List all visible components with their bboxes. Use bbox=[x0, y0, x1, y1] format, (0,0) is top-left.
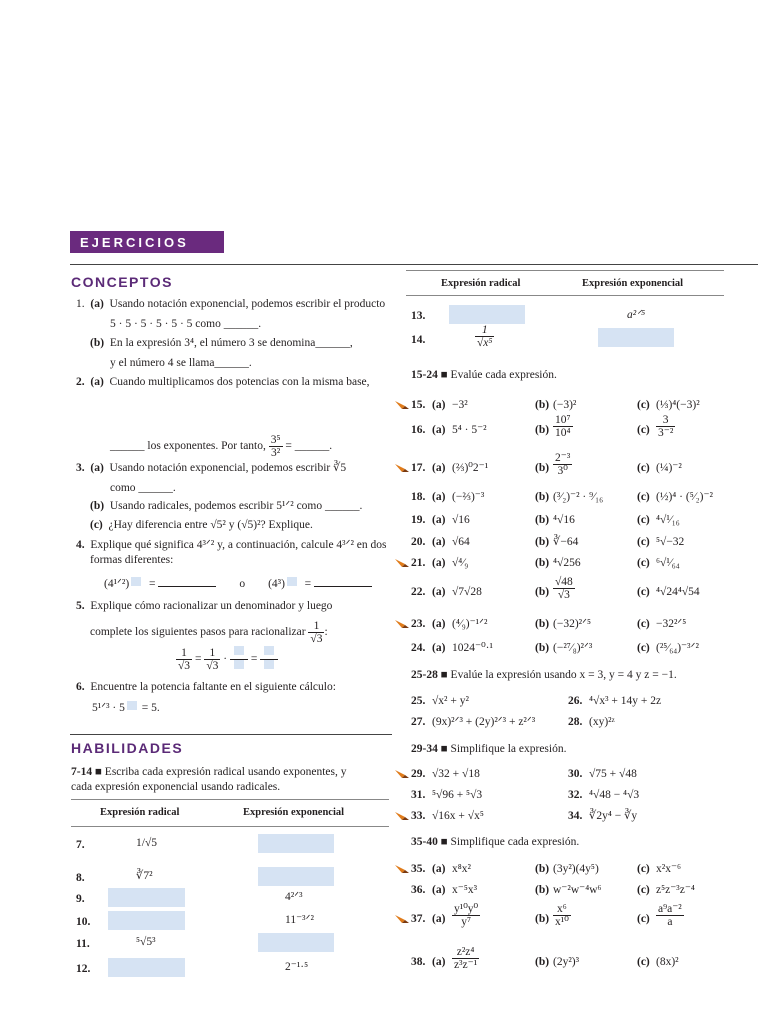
part-c-label: (c) bbox=[637, 491, 650, 503]
part-a-label: (a) bbox=[432, 642, 446, 654]
exercise-29-number: 29. bbox=[411, 768, 426, 780]
pencil-icon bbox=[395, 865, 409, 874]
exercise-38-number: 38. bbox=[411, 956, 426, 968]
part-b-label: (b) bbox=[535, 863, 550, 875]
part-c-expression: (½)⁴ · (⁵⁄₂)⁻² bbox=[656, 491, 713, 503]
part-b-expression: ⁴√256 bbox=[553, 557, 581, 569]
problem-5-steps: $\frac{1}{√3}$ = $\frac{1}{√3}$ · = bbox=[176, 646, 278, 673]
part-a-expression: 1024⁻⁰·¹ bbox=[452, 642, 493, 654]
row-14-radical: $\frac{1}{\text{√x⁵}}$ bbox=[477, 324, 493, 349]
problem-4: 4. Explique qué significa 4³ᐟ² y, a continuación, calcule 4³ᐟ² en dos bbox=[76, 539, 387, 551]
row-14-exponential-answer-box[interactable] bbox=[598, 328, 674, 347]
row-13-radical-answer-box[interactable] bbox=[449, 305, 525, 324]
part-c-label: (c) bbox=[637, 514, 650, 526]
part-c-expression: z⁵z⁻³z⁻⁴ bbox=[656, 884, 695, 896]
exercise-34-expression: ∛2y⁴ − ∛y bbox=[589, 810, 638, 822]
part-c-expression: $\frac{3}{\text{3⁻²}}$ bbox=[658, 414, 674, 439]
part-a-label: (a) bbox=[432, 884, 446, 896]
hab-row-number: 7. bbox=[76, 839, 85, 851]
exercise-32-number: 32. bbox=[568, 789, 583, 801]
table-header-radical: Expresión radical bbox=[100, 807, 180, 818]
part-a-expression: √16 bbox=[452, 514, 470, 526]
part-a-label: (a) bbox=[432, 586, 446, 598]
part-c-label: (c) bbox=[637, 863, 650, 875]
exercise-34-number: 34. bbox=[568, 810, 583, 822]
hab-intro: 7-14 ■ Escriba cada expresión radical usando exponentes, y bbox=[71, 766, 347, 778]
part-b-expression: (3y²)(4y⁵) bbox=[553, 863, 599, 875]
right-header-radical: Expresión radical bbox=[441, 278, 521, 289]
hab-row-exponential: 4²ᐟ³ bbox=[285, 891, 303, 903]
pencil-icon bbox=[395, 770, 409, 779]
part-c-expression: ⁴√¹⁄₁₆ bbox=[656, 514, 680, 526]
part-b-label: (b) bbox=[535, 642, 550, 654]
problem-6: 6. Encuentre la potencia faltante en el siguiente cálculo: bbox=[76, 681, 336, 693]
exercise-33-expression: √16x + √x⁵ bbox=[432, 810, 484, 822]
part-a-label: (a) bbox=[432, 462, 446, 474]
section-35-40: 35-40 ■ Simplifique cada expresión. bbox=[411, 836, 580, 848]
part-a-expression: (⁴⁄₉)⁻¹ᐟ² bbox=[452, 618, 488, 630]
problem-5: 5. Explique cómo racionalizar un denominador y luego bbox=[76, 600, 333, 612]
problem-3a: 3. (a) Usando notación exponencial, podemos escribir ∛5 bbox=[76, 462, 347, 474]
exercise-36-number: 36. bbox=[411, 884, 426, 896]
part-c-expression: ⁶√¹⁄₆₄ bbox=[656, 557, 680, 569]
exercise-23-number: 23. bbox=[411, 618, 426, 630]
part-a-label: (a) bbox=[432, 491, 446, 503]
conceptos-heading: CONCEPTOS bbox=[71, 274, 173, 290]
exercise-17-number: 17. bbox=[411, 462, 426, 474]
problem-3c: (c) ¿Hay diferencia entre √5² y (√5)²? Explique. bbox=[90, 519, 313, 531]
hab-intro-line2: cada expresión exponencial usando radicales. bbox=[71, 781, 281, 793]
answer-box[interactable] bbox=[287, 577, 297, 586]
part-b-label: (b) bbox=[535, 618, 550, 630]
problem-1a-line2: 5 · 5 · 5 · 5 · 5 · 5 como ______. bbox=[110, 318, 262, 330]
part-c-label: (c) bbox=[637, 557, 650, 569]
part-b-label: (b) bbox=[535, 399, 550, 411]
exercise-15-number: 15. bbox=[411, 399, 426, 411]
table-header-exponential: Expresión exponencial bbox=[243, 807, 345, 818]
ejercicios-banner bbox=[70, 231, 224, 253]
part-c-label: (c) bbox=[637, 424, 650, 436]
answer-box[interactable] bbox=[131, 577, 141, 586]
part-b-label: (b) bbox=[535, 491, 550, 503]
habilidades-heading: HABILIDADES bbox=[71, 740, 184, 756]
part-a-label: (a) bbox=[432, 557, 446, 569]
hab-row-number: 12. bbox=[76, 963, 91, 975]
part-c-label: (c) bbox=[637, 536, 650, 548]
pencil-icon bbox=[395, 915, 409, 924]
part-a-expression: (−⅔)⁻³ bbox=[452, 491, 485, 503]
part-a-label: (a) bbox=[432, 514, 446, 526]
hab-row-radical-answer-box[interactable] bbox=[108, 958, 185, 977]
part-b-label: (b) bbox=[535, 557, 550, 569]
pencil-icon bbox=[395, 401, 409, 410]
part-a-expression: 5⁴ · 5⁻² bbox=[452, 424, 487, 436]
exercise-20-number: 20. bbox=[411, 536, 426, 548]
right-header-exponential: Expresión exponencial bbox=[582, 278, 684, 289]
part-c-label: (c) bbox=[637, 642, 650, 654]
exercise-25-number: 25. bbox=[411, 695, 426, 707]
problem-4-forms: (4¹ᐟ²) = o (4³) = bbox=[104, 576, 372, 591]
hab-row-radical-answer-box[interactable] bbox=[108, 888, 185, 907]
exercise-24-number: 24. bbox=[411, 642, 426, 654]
part-a-label: (a) bbox=[432, 913, 446, 925]
exercise-32-expression: ⁴√48 − ⁴√3 bbox=[589, 789, 640, 801]
part-a-expression: √64 bbox=[452, 536, 470, 548]
part-b-label: (b) bbox=[535, 913, 550, 925]
part-c-expression: (²⁵⁄₆₄)⁻³ᐟ² bbox=[656, 642, 699, 654]
part-b-expression: (−²⁷⁄₈)²ᐟ³ bbox=[553, 642, 593, 654]
part-c-label: (c) bbox=[637, 956, 650, 968]
problem-1a: 1. (a) Usando notación exponencial, podemos escribir el producto bbox=[76, 298, 386, 310]
part-b-expression: $\frac{\text{2⁻³}}{\text{3⁰}}$ bbox=[555, 452, 571, 477]
hab-row-number: 8. bbox=[76, 872, 85, 884]
exercise-31-number: 31. bbox=[411, 789, 426, 801]
hab-row-radical: 1/√5 bbox=[136, 837, 158, 849]
exercise-26-expression: ⁴√x³ + 14y + 2z bbox=[589, 695, 662, 707]
exercise-37-number: 37. bbox=[411, 913, 426, 925]
hab-row-number: 11. bbox=[76, 938, 90, 950]
problem-6-line2: 5¹ᐟ³ · 5 = 5. bbox=[92, 702, 160, 714]
part-c-label: (c) bbox=[637, 586, 650, 598]
exercise-28-expression: (xy)²ᶻ bbox=[589, 716, 615, 728]
part-a-expression: x⁸x² bbox=[452, 863, 471, 875]
part-c-expression: (⅓)⁴(−3)² bbox=[656, 399, 700, 411]
part-c-label: (c) bbox=[637, 884, 650, 896]
exercise-27-number: 27. bbox=[411, 716, 426, 728]
part-a-label: (a) bbox=[432, 424, 446, 436]
problem-2-line2: ______ los exponentes. Por tanto, $\frac{\text{3⁵}}{\text{3²}}$ = ______. bbox=[110, 434, 333, 459]
part-c-expression: (¼)⁻² bbox=[656, 462, 682, 474]
hab-row-exponential: 11⁻³ᐟ² bbox=[285, 914, 314, 926]
part-b-expression: (³⁄₂)⁻² · ⁹⁄₁₆ bbox=[553, 491, 604, 503]
section-rule bbox=[70, 264, 758, 265]
part-c-label: (c) bbox=[637, 399, 650, 411]
exercise-35-number: 35. bbox=[411, 863, 426, 875]
part-a-expression: $\frac{\text{z²z⁴}}{\text{z³z⁻¹}}$ bbox=[454, 946, 478, 971]
part-b-expression: $\frac{\text{10⁷}}{\text{10⁴}}$ bbox=[555, 414, 571, 439]
exercise-28-number: 28. bbox=[568, 716, 583, 728]
hab-row-exponential: 2⁻¹·⁵ bbox=[285, 961, 309, 973]
part-a-label: (a) bbox=[432, 956, 446, 968]
part-b-label: (b) bbox=[535, 424, 550, 436]
exercise-33-number: 33. bbox=[411, 810, 426, 822]
hab-row-number: 9. bbox=[76, 893, 85, 905]
part-c-expression: −32²ᐟ⁵ bbox=[656, 618, 687, 630]
exercise-30-expression: √75 + √48 bbox=[589, 768, 637, 780]
problem-4-line2: formas diferentes: bbox=[90, 554, 174, 566]
part-a-expression: $\frac{\text{y¹⁰y⁰}}{\text{y⁷}}$ bbox=[454, 903, 479, 928]
exercise-30-number: 30. bbox=[568, 768, 583, 780]
pencil-icon bbox=[395, 559, 409, 568]
part-b-expression: w⁻²w⁻⁴w⁶ bbox=[553, 884, 602, 896]
section-29-34: 29-34 ■ Simplifique la expresión. bbox=[411, 743, 567, 755]
exercise-29-expression: √32 + √18 bbox=[432, 768, 480, 780]
answer-box[interactable] bbox=[127, 701, 137, 710]
part-c-expression: $\frac{\text{a⁹a⁻²}}{a}$ bbox=[658, 903, 682, 928]
part-a-expression: x⁻⁵x³ bbox=[452, 884, 478, 896]
part-a-label: (a) bbox=[432, 863, 446, 875]
problem-2: 2. (a) Cuando multiplicamos dos potencias con la misma base, bbox=[76, 376, 370, 388]
pencil-icon bbox=[395, 620, 409, 629]
part-b-expression: ∛−64 bbox=[553, 536, 579, 548]
row-13-number: 13. bbox=[411, 310, 426, 322]
part-b-label: (b) bbox=[535, 536, 550, 548]
problem-5-line2: complete los siguientes pasos para racionalizar $\frac{1}{√3}$ : bbox=[90, 620, 328, 645]
part-b-expression: (−32)²ᐟ⁵ bbox=[553, 618, 591, 630]
part-c-expression: ⁵√−32 bbox=[656, 536, 685, 548]
section-15-24: 15-24 ■ Evalúe cada expresión. bbox=[411, 369, 557, 381]
problem-3a-line2: como ______. bbox=[110, 482, 176, 494]
exercise-27-expression: (9x)²ᐟ³ + (2y)²ᐟ³ + z²ᐟ³ bbox=[432, 716, 536, 728]
exercise-22-number: 22. bbox=[411, 586, 426, 598]
hab-row-number: 10. bbox=[76, 916, 91, 928]
part-a-expression: (⅔)⁰2⁻¹ bbox=[452, 462, 489, 474]
hab-row-radical-answer-box[interactable] bbox=[108, 911, 185, 930]
banner-title: EJERCICIOS bbox=[80, 235, 189, 250]
part-b-expression: (−3)² bbox=[553, 399, 577, 411]
part-b-expression: $\frac{√48}{√3}$ bbox=[555, 576, 573, 601]
exercise-26-number: 26. bbox=[568, 695, 583, 707]
pencil-icon bbox=[395, 812, 409, 821]
pencil-icon bbox=[395, 464, 409, 473]
exercise-19-number: 19. bbox=[411, 514, 426, 526]
exercise-21-number: 21. bbox=[411, 557, 426, 569]
part-c-label: (c) bbox=[637, 913, 650, 925]
part-c-label: (c) bbox=[637, 618, 650, 630]
part-c-expression: ⁴√24⁴√54 bbox=[656, 586, 700, 598]
part-c-expression: (8x)² bbox=[656, 956, 679, 968]
section-25-28: 25-28 ■ Evalúe la expresión usando x = 3, y = 4 y z = −1. bbox=[411, 669, 677, 681]
hab-row-exponential-answer-box[interactable] bbox=[258, 867, 334, 886]
problem-1b: (b) En la expresión 3⁴, el número 3 se denomina______, bbox=[90, 337, 353, 349]
part-a-label: (a) bbox=[432, 618, 446, 630]
part-b-label: (b) bbox=[535, 884, 550, 896]
part-c-label: (c) bbox=[637, 462, 650, 474]
exercise-16-number: 16. bbox=[411, 424, 426, 436]
habilidades-rule bbox=[70, 734, 392, 735]
part-b-label: (b) bbox=[535, 956, 550, 968]
row-14-number: 14. bbox=[411, 334, 426, 346]
part-b-label: (b) bbox=[535, 514, 550, 526]
exercise-25-expression: √x² + y² bbox=[432, 695, 469, 707]
part-b-label: (b) bbox=[535, 462, 550, 474]
problem-3b: (b) Usando radicales, podemos escribir 5¹ᐟ² como ______. bbox=[90, 500, 363, 512]
part-a-expression: √7√28 bbox=[452, 586, 482, 598]
hab-row-exponential-answer-box[interactable] bbox=[258, 933, 334, 952]
part-c-expression: x²x⁻⁶ bbox=[656, 863, 682, 875]
exercise-18-number: 18. bbox=[411, 491, 426, 503]
part-b-label: (b) bbox=[535, 586, 550, 598]
exercise-31-expression: ⁵√96 + ⁵√3 bbox=[432, 789, 483, 801]
row-13-exponential: a²ᐟ⁵ bbox=[627, 309, 646, 321]
hab-row-radical: ⁵√5³ bbox=[136, 936, 156, 948]
part-b-expression: $\frac{\text{x⁶}}{\text{x¹⁰}}$ bbox=[555, 903, 569, 928]
part-b-expression: (2y²)³ bbox=[553, 956, 580, 968]
part-b-expression: ⁴√16 bbox=[553, 514, 575, 526]
hab-row-exponential-answer-box[interactable] bbox=[258, 834, 334, 853]
part-a-expression: −3² bbox=[452, 399, 468, 411]
part-a-label: (a) bbox=[432, 536, 446, 548]
problem-1b-line2: y el número 4 se llama______. bbox=[110, 357, 252, 369]
part-a-expression: √⁴⁄₉ bbox=[452, 557, 469, 569]
part-a-label: (a) bbox=[432, 399, 446, 411]
hab-row-radical: ∛7² bbox=[136, 870, 153, 882]
